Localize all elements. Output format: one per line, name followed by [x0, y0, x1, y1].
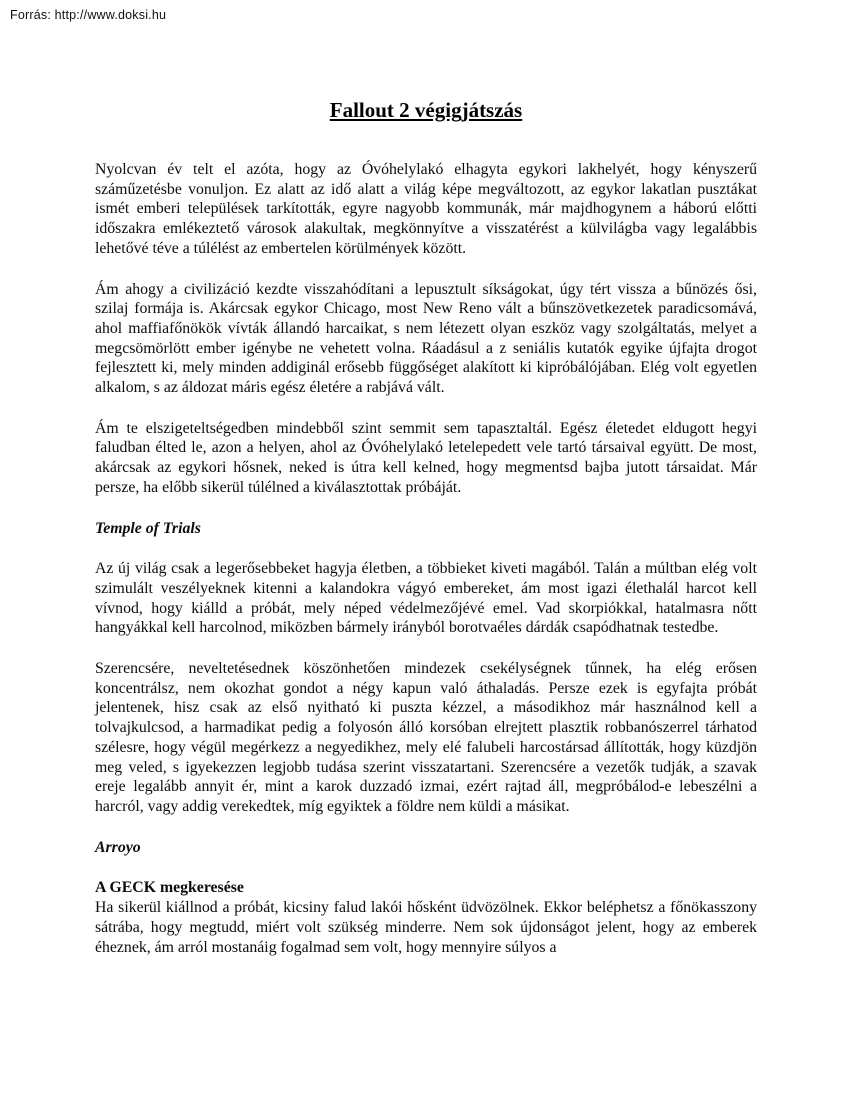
source-note: Forrás: http://www.doksi.hu [10, 8, 167, 22]
paragraph-village: Ám te elszigeteltségedben mindebből szint semmit sem tapasztaltál. Egész életedet eldugott hegyi faludban élted le, azon a helyen, ahol az Óvóhelylakó letelepedett vele tartó társaival együtt. De most, akárcsak az egykori hősnek, neked is útra kell kelned, hogy megmentsd bajba jutott társaidat. Már persze, ha előbb sikerül túlélned a kiválasztottak próbáját. [95, 419, 757, 496]
paragraph-geck-intro: Ha sikerül kiállnod a próbát, kicsiny falud lakói hősként üdvözölnek. Ekkor beléphetsz a főnökasszony sátrába, hogy megtudd, miért volt szükség minderre. Nem sok újdonságot jelent, hogy az emberek éheznek, ám arról mostanáig fogalmad sem volt, hogy mennyire súlyos a [95, 899, 757, 956]
document-body [95, 0, 757, 957]
subsection-heading-geck: A GECK megkeresése [95, 879, 244, 897]
paragraph-crime: Ám ahogy a civilizáció kezdte visszahódítani a lepusztult síkságokat, úgy tért vissza a bűnözés ősi, szilaj formája is. Akárcsak egykor Chicago, most New Reno vált a bűnszövetkezetek paradicsomává, ahol maffiafőnökök vívták állandó harcaikat, s nem létezett olyan eszköz vagy szolgáltatás, melyet a megcsömörlött ember igénybe ne vehetett volna. Ráadásul a z seniális kutatók egyike újfajta drogot fejlesztett ki, mely minden addiginál erősebb függőséget alakított ki kipróbálójában. Elég volt egyetlen alkalom, s az áldozat máris egész életére a rabjává vált. [95, 280, 757, 397]
document-title: Fallout 2 végigjátszás [329, 98, 523, 122]
section-heading-arroyo: Arroyo [95, 838, 141, 856]
paragraph-temple-gates: Szerencsére, neveltetésednek köszönhetően mindezek csekélységnek tűnnek, ha elég erősen koncentrálsz, nem okozhat gondot a négy kapun való áthaladás. Persze ezek is egyfajta próbát jelentenek, hisz csak az első nyitható ki puszta kézzel, a másodikhoz már használnod kell a tolvajkulcsod, a harmadikat pedig a folyosón álló korsóban elrejtett plasztik robbanószerrel tárhatod szélesre, hogy végül megérkezz a negyedikhez, mely elé falubeli harcostársad állították, hogy küzdjön meg veled, s igyekezzen legjobb tudása szerint visszatartani. Szerencsére a vezetők tudják, a szavak ereje legalább annyit ér, mint a karok duzzadó izmai, ezért rajtad áll, megpróbálod-e lebeszélni a harcról, vagy addig verekedtek, míg egyiktek a földre nem küldi a másikat. [95, 660, 757, 815]
section-heading-temple-of-trials: Temple of Trials [95, 519, 201, 537]
paragraph-temple-combat: Az új világ csak a legerősebbeket hagyja életben, a többieket kiveti magából. Talán a múltban elég volt szimulált veszélyeknek kitenni a kalandokra vágyó embereket, ám most igazi élethalál harcot kell vívnod, hogy kiálld a próbát, mely néped védelmezőjévé emel. Vad skorpiókkal, hatalmasra nőtt hangyákkal kell harcolnod, miközben bármely irányból borotvaéles dárdák csapódhatnak testedbe. [95, 560, 757, 637]
paragraph-intro: Nyolcvan év telt el azóta, hogy az Óvóhelylakó elhagyta egykori lakhelyét, hogy kényszerű száműzetésbe vonuljon. Ez alatt az idő alatt a világ képe megváltozott, az egykor lakatlan pusztákat ismét emberi települések tarkították, egyre nagyobb kommunák, már majdhogynem a háború előtti időszakra emlékeztető városok alakultak, megkönnyítve a visszatérést a külvilágba vagy legalábbis lehetővé téve a túlélést az embertelen körülmények között. [95, 161, 757, 257]
